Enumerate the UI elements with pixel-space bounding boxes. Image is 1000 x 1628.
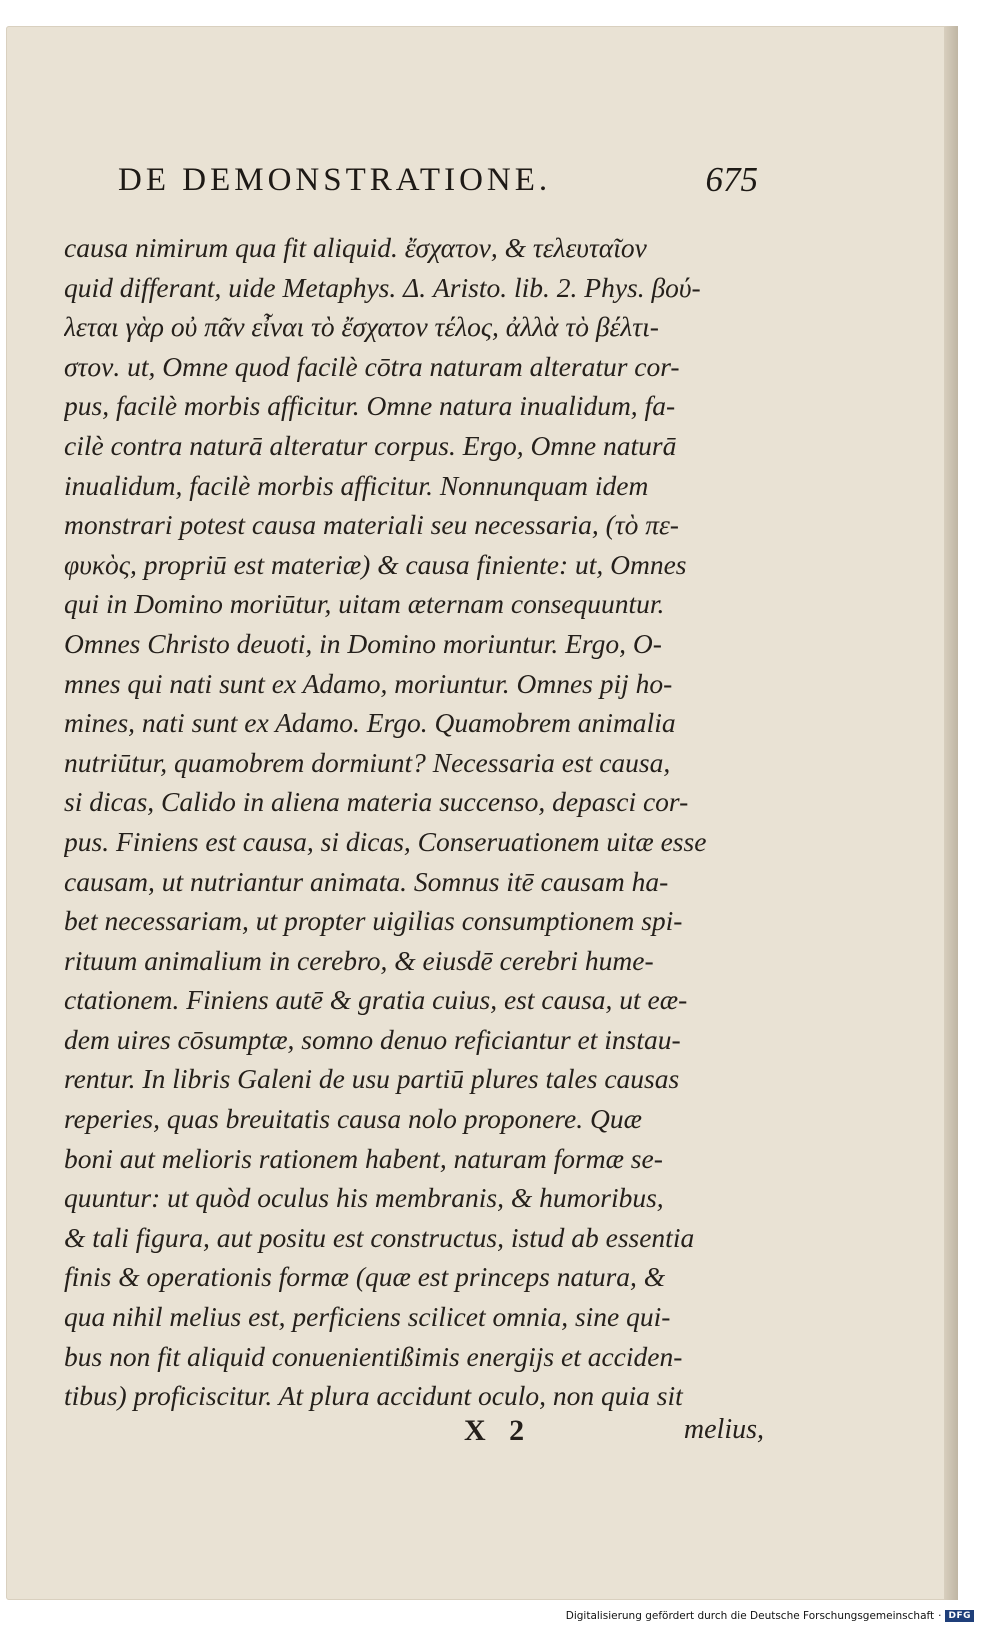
text-line: στον. ut, Omne quod facilè cōtra naturam alteratur cor- bbox=[64, 350, 680, 382]
dfg-logo: DFG bbox=[945, 1610, 974, 1622]
dash-separator: · bbox=[938, 1610, 942, 1622]
credit-text: Digitalisierung gefördert durch die Deutsche Forschungsgemeinschaft bbox=[565, 1610, 935, 1622]
digitization-credit bbox=[566, 1610, 974, 1622]
text-line: & tali figura, aut positu est constructus, istud ab essentia bbox=[64, 1221, 695, 1253]
text-line: cilè contra naturā alteratur corpus. Ergo, Omne naturā bbox=[64, 429, 677, 461]
text-line: inualidum, facilè morbis afficitur. Nonnunquam idem bbox=[64, 469, 649, 501]
text-line: qua nihil melius est, perficiens scilicet omnia, sine qui- bbox=[64, 1301, 671, 1333]
text-line: quid differant, uide Metaphys. Δ. Aristo. lib. 2. Phys. βού- bbox=[64, 271, 701, 303]
page-number: 675 bbox=[705, 160, 758, 199]
text-line: qui in Domino moriūtur, uitam æternam consequuntur. bbox=[64, 588, 665, 620]
text-line: ctationem. Finiens autē & gratia cuius, est causa, ut eæ- bbox=[64, 984, 688, 1016]
text-line: φυκὸς, propriū est materiæ) & causa finiente: ut, Omnes bbox=[64, 548, 687, 580]
text-line: rentur. In libris Galeni de usu partiū plures tales causas bbox=[64, 1063, 680, 1095]
text-line: si dicas, Calido in aliena materia succenso, depasci cor- bbox=[64, 786, 689, 818]
body-text bbox=[64, 228, 764, 1416]
text-line: mnes qui nati sunt ex Adamo, moriuntur. Omnes pij ho- bbox=[64, 667, 673, 699]
text-line: Omnes Christo deuoti, in Domino moriuntur. Ergo, O- bbox=[64, 627, 662, 659]
page-edge-shadow bbox=[944, 26, 958, 1600]
text-line: boni aut melioris rationem habent, naturam formæ se- bbox=[64, 1142, 663, 1174]
text-line: quuntur: ut quòd oculus his membranis, & humoribus, bbox=[64, 1182, 664, 1214]
text-line: dem uires cōsumptæ, somno denuo reficiantur et instau- bbox=[64, 1023, 681, 1055]
text-line: reperies, quas breuitatis causa nolo proponere. Quæ bbox=[64, 1103, 642, 1135]
page-header bbox=[118, 154, 758, 214]
text-line: tibus) proficiscitur. At plura accidunt oculo, non quia sit bbox=[64, 1380, 683, 1412]
text-line: nutriūtur, quamobrem dormiunt? Necessaria est causa, bbox=[64, 746, 671, 778]
text-line: causam, ut nutriantur animata. Somnus itē causam ha- bbox=[64, 865, 669, 897]
text-line: rituum animalium in cerebro, & eiusdē cerebri hume- bbox=[64, 944, 654, 976]
text-line: causa nimirum qua fit aliquid. ἔσχατον, & τελευταῖον bbox=[64, 232, 647, 263]
book-page bbox=[6, 26, 958, 1600]
text-line: mines, nati sunt ex Adamo. Ergo. Quamobrem animalia bbox=[64, 707, 676, 739]
text-line: pus, facilè morbis afficitur. Omne natura inualidum, fa- bbox=[64, 390, 676, 422]
text-line: bet necessariam, ut propter uigilias consumptionem spi- bbox=[64, 905, 683, 937]
text-line: λεται γὰρ οὐ πᾶν εἶναι τὸ ἔσχατον τέλος, ἀλλὰ τὸ βέλτι- bbox=[64, 311, 659, 343]
text-line: bus non fit aliquid conuenientißimis energijs et acciden- bbox=[64, 1340, 683, 1372]
running-title: DE DEMONSTRATIONE. bbox=[118, 162, 552, 198]
catchword: melius, bbox=[683, 1414, 764, 1445]
text-line: monstrari potest causa materiali seu necessaria, (τὸ πε- bbox=[64, 509, 679, 541]
text-line: pus. Finiens est causa, si dicas, Conseruationem uitæ esse bbox=[64, 825, 707, 857]
page-footer bbox=[64, 1414, 764, 1454]
signature-mark: X 2 bbox=[464, 1414, 533, 1447]
text-line: finis & operationis formæ (quæ est princeps natura, & bbox=[64, 1261, 666, 1293]
